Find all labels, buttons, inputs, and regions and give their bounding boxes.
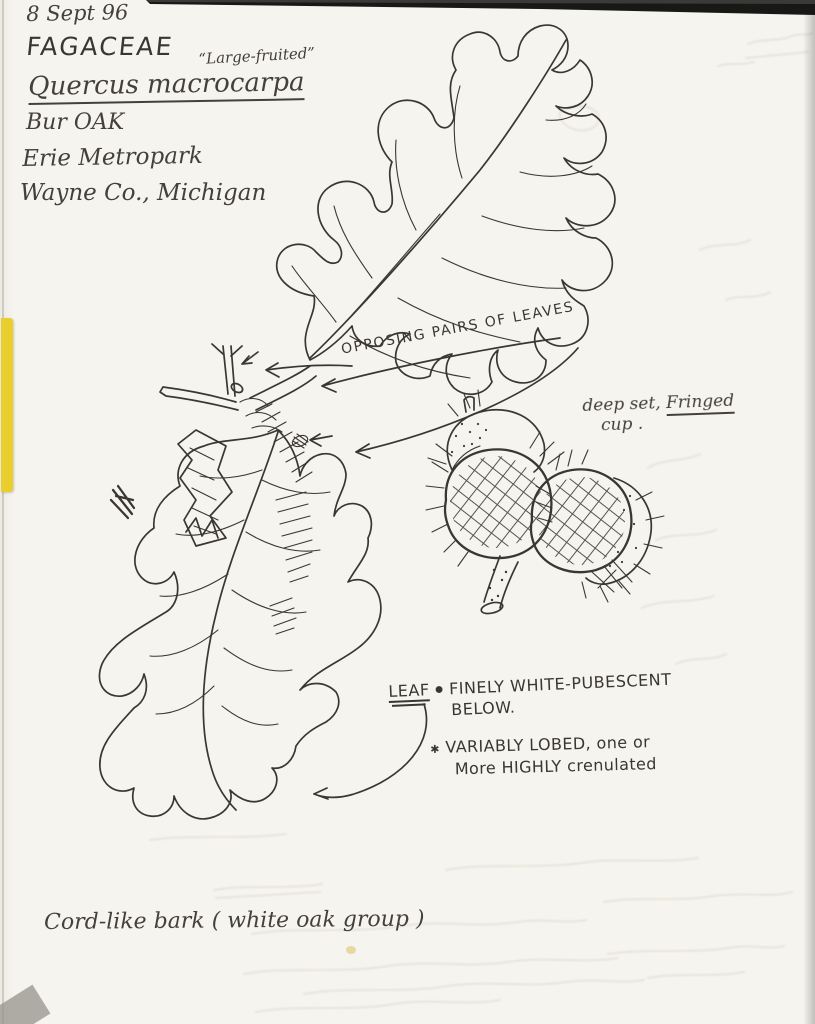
leaf-pubescent-note: LEAF ● FINELY WHITE-PUBESCENT BELOW. — [388, 669, 672, 720]
twig-node — [111, 344, 316, 634]
yellow-tab — [1, 318, 13, 492]
page-left-line — [2, 0, 4, 1024]
bullet-star: ✱ — [430, 742, 441, 756]
bullet-dot: ● — [434, 684, 444, 695]
stain-dot — [346, 946, 356, 954]
lower-leaf — [99, 430, 380, 819]
opposing-pairs-label: OPPOSING PAIRS OF LEAVES — [340, 298, 576, 358]
species-name: Quercus macrocarpa — [28, 67, 305, 102]
upper-leaf — [277, 25, 615, 394]
size-note: “Large-fruited” — [198, 43, 316, 68]
family-name: FAGACEAE — [24, 32, 175, 61]
variably-lobed-note: ✱ VARIABLY LOBED, one or More HIGHLY crenulated — [430, 732, 658, 779]
date-note: 8 Sept 96 — [26, 0, 129, 26]
fringed-cup-note: deep set, Fringed cup . — [582, 390, 735, 436]
bark-note: Cord-like bark ( white oak group ) — [44, 906, 425, 935]
location-line-1: Erie Metropark — [22, 142, 204, 172]
scan-right-edge — [803, 0, 815, 1024]
common-name: Bur OAK — [26, 110, 125, 135]
annotation-arrows — [242, 338, 578, 458]
location-line-2: Wayne Co., Michigan — [20, 180, 267, 206]
